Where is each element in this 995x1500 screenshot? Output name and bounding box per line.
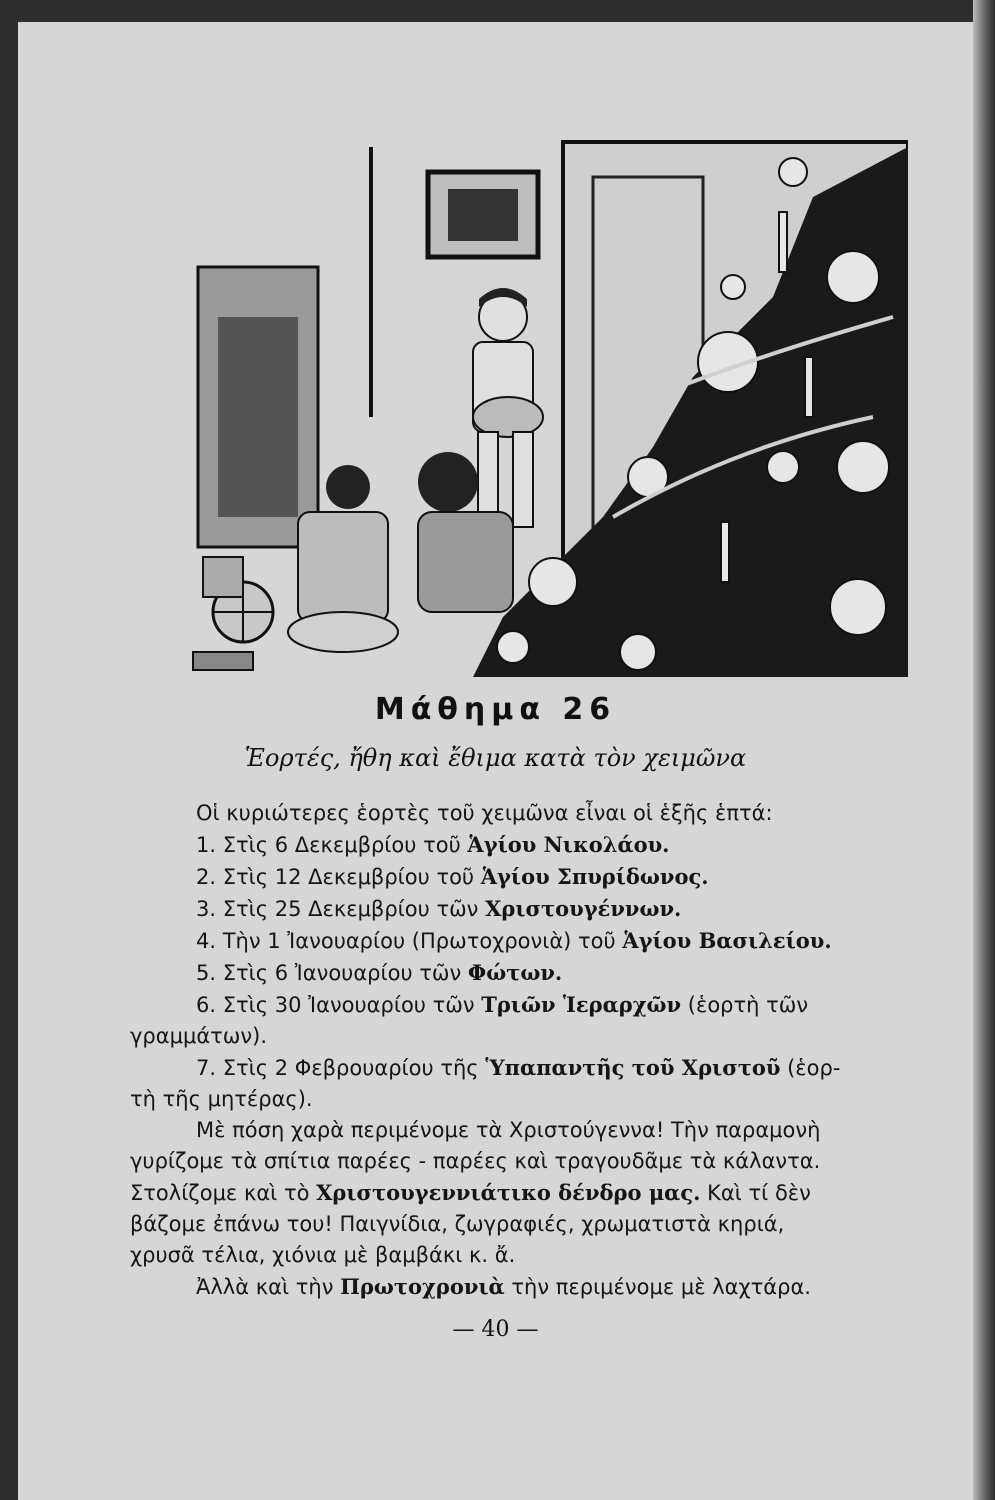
list-item xyxy=(130,893,875,925)
paragraph-text: Καὶ τί δὲν xyxy=(700,1181,811,1205)
paragraph-bold: Χριστουγεννιάτικο δένδρο μας. xyxy=(316,1180,701,1205)
item-bold: Ἁγίου Βασιλείου. xyxy=(622,928,832,953)
paragraph-line xyxy=(130,1177,875,1209)
item-text: 4. Τὴν 1 Ἰανουαρίου (Πρωτοχρονιὰ) τοῦ xyxy=(196,929,623,953)
lesson-title: Μάθημα 26 xyxy=(374,692,617,727)
illustration-drawing xyxy=(173,117,908,687)
christmas-scene-illustration xyxy=(173,117,908,687)
list-item xyxy=(130,925,875,957)
paragraph-line: γυρίζομε τὰ σπίτια παρέες - παρέες καὶ τραγουδᾶμε τὰ κάλαντα. xyxy=(130,1149,821,1173)
item-text: 6. Στὶς 30 Ἰανουαρίου τῶν xyxy=(196,993,482,1017)
paragraph-line: Μὲ πόση χαρὰ περιμένομε τὰ Χριστούγεννα! Τὴν παραμονὴ xyxy=(196,1118,821,1142)
binding-edge xyxy=(973,0,995,1500)
list-item-continuation: γραμμάτων). xyxy=(130,1024,267,1048)
list-item xyxy=(130,829,875,861)
paragraph-line: χρυσᾶ τέλια, χιόνια μὲ βαμβάκι κ. ἄ. xyxy=(130,1243,516,1267)
item-text: 2. Στὶς 12 Δεκεμβρίου τοῦ xyxy=(196,865,481,889)
book-page xyxy=(18,22,973,1500)
item-text: 3. Στὶς 25 Δεκεμβρίου τῶν xyxy=(196,897,486,921)
list-item xyxy=(130,1052,875,1084)
paragraph-bold: Πρωτοχρονιὰ xyxy=(340,1274,505,1299)
paragraph-line xyxy=(130,1271,875,1303)
page-number: — 40 — xyxy=(452,1317,539,1342)
item-bold: Ἁγίου Σπυρίδωνος. xyxy=(480,864,709,889)
item-text: 5. Στὶς 6 Ἰανουαρίου τῶν xyxy=(196,961,468,985)
list-item-continuation: τὴ τῆς μητέρας). xyxy=(130,1087,313,1111)
item-suffix: (ἑορ- xyxy=(780,1056,841,1080)
list-item xyxy=(130,989,875,1021)
item-suffix: (ἑορτὴ τῶν xyxy=(681,993,809,1017)
lesson-subtitle: Ἑορτές, ἤθη καὶ ἔθιμα κατὰ τὸν χειμῶνα xyxy=(244,744,747,772)
paragraph-text: τὴν περιμένομε μὲ λαχτάρα. xyxy=(504,1275,811,1299)
item-bold: Χριστουγέννων. xyxy=(485,896,682,921)
item-bold: Ὑπαπαντῆς τοῦ Χριστοῦ xyxy=(485,1055,781,1080)
paragraph-text: Στολίζομε καὶ τὸ xyxy=(130,1181,317,1205)
intro-line: Οἱ κυριώτερες ἑορτὲς τοῦ χειμῶνα εἶναι οἱ ἑξῆς ἑπτά: xyxy=(196,801,773,825)
list-item xyxy=(130,957,875,989)
item-bold: Τριῶν Ἱεραρχῶν xyxy=(481,992,682,1017)
list-item xyxy=(130,861,875,893)
paragraph-text: Ἀλλὰ καὶ τὴν xyxy=(196,1275,341,1299)
item-text: 1. Στὶς 6 Δεκεμβρίου τοῦ xyxy=(196,833,468,857)
paragraph-line: βάζομε ἐπάνω του! Παιγνίδια, ζωγραφιές, χρωματιστὰ κηριά, xyxy=(130,1212,785,1236)
item-bold: Ἁγίου Νικολάου. xyxy=(467,832,670,857)
item-bold: Φώτων. xyxy=(467,960,563,985)
item-text: 7. Στὶς 2 Φεβρουαρίου τῆς xyxy=(196,1056,486,1080)
lesson-body xyxy=(130,798,875,1303)
